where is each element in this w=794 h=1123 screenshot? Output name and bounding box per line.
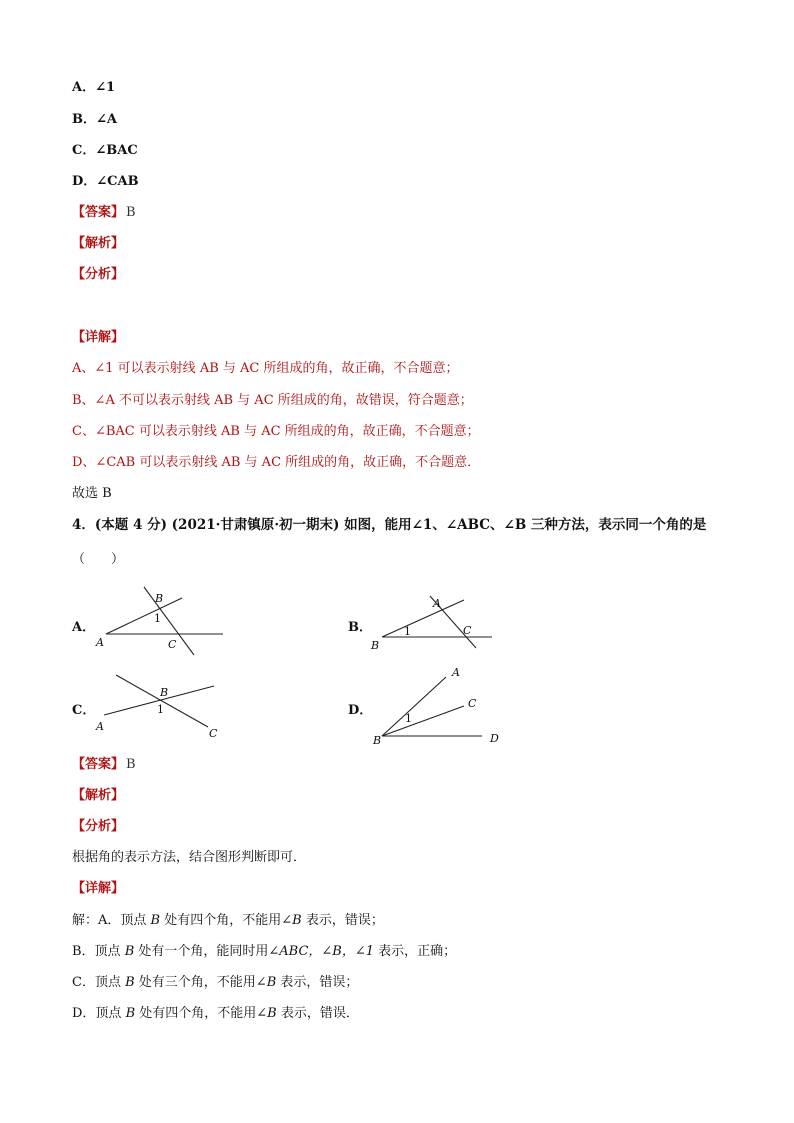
option-text: ∠BAC (95, 143, 138, 158)
detail-text: 表示，错误； (301, 913, 384, 928)
point-c-label: C (468, 697, 477, 710)
point-b-label: B (371, 639, 380, 652)
option-text: ∠1 (95, 80, 116, 95)
detail-tag: 【详解】 (72, 330, 125, 345)
detail-text: 处有四个角，不能用 (135, 1006, 257, 1021)
detail-text: D．顶点 (72, 1006, 126, 1021)
question-paren: （ ） (72, 552, 125, 567)
detail-text: 表示，错误． (276, 1006, 359, 1021)
figure-d (368, 662, 508, 748)
angle-1-label: 1 (154, 612, 161, 625)
detail-item: A、∠1 可以表示射线 AB 与 AC 所组成的角，故正确，不合题意； (72, 361, 459, 376)
figure-label-a: A． (72, 620, 96, 635)
option-letter: C． (72, 143, 96, 158)
answer-tag: 【答案】 (72, 757, 125, 772)
detail-text: 表示，错误； (276, 975, 359, 990)
option-c (72, 142, 138, 160)
detail-tag: 【详解】 (72, 881, 125, 896)
point-b-label: B (160, 686, 169, 699)
answer-line (72, 756, 136, 774)
line-ab (106, 598, 182, 634)
point-a-label: A (452, 666, 460, 679)
fenxi-line (72, 818, 124, 836)
detail-item: B、∠A 不可以表示射线 AB 与 AC 所组成的角，故错误，符合题意； (72, 393, 473, 408)
figure-c (90, 665, 240, 745)
point-a-label: A (96, 720, 104, 733)
point-b-label: B (373, 734, 382, 747)
ray-bc (382, 706, 464, 736)
detail-text: 处有四个角，不能用 (160, 913, 282, 928)
angle-1-label: 1 (157, 703, 164, 716)
angle-1-label: 1 (405, 712, 412, 725)
vertex-label: B (124, 944, 135, 959)
answer-line (72, 204, 136, 222)
point-c-label: C (168, 638, 177, 651)
detail-text: C．顶点 (72, 975, 126, 990)
detail-text: 表示，正确； (374, 944, 457, 959)
option-text: ∠CAB (96, 174, 139, 189)
detail-item (72, 912, 384, 930)
option-b (72, 111, 117, 129)
vertex-label: B (150, 913, 161, 928)
detail-item: D、∠CAB 可以表示射线 AB 与 AC 所组成的角，故正确，不合题意． (72, 455, 481, 470)
vertex-label: B (125, 1006, 136, 1021)
answer-value: B (126, 205, 136, 220)
question-title: 4．(本题 4 分) (2021·甘肃镇原·初一期末) 如图，能用∠1、∠ABC、∠B 三种方法，表示同一个角的是 (72, 517, 707, 533)
angle-notation: ∠B (256, 1006, 277, 1021)
line-bc (116, 675, 208, 727)
fenxi-tag: 【分析】 (72, 819, 125, 834)
fenxi-tag: 【分析】 (72, 267, 125, 282)
fenxi-line (72, 266, 124, 284)
analysis-tag: 【解析】 (72, 788, 125, 803)
figure-label-d: D． (348, 703, 373, 718)
angle-1-label: 1 (404, 625, 411, 638)
detail-line (72, 880, 124, 898)
conclusion-text: 故选 B (72, 486, 112, 501)
detail-item (72, 1005, 359, 1023)
detail-line (72, 329, 124, 347)
detail-item: C、∠BAC 可以表示射线 AB 与 AC 所组成的角，故正确，不合题意； (72, 424, 480, 439)
figure-label-c: C． (72, 703, 96, 718)
option-text: ∠A (96, 112, 117, 127)
point-b-label: B (155, 592, 164, 605)
ray-ba (382, 600, 464, 637)
figure-b (370, 592, 500, 662)
detail-text: B．顶点 (72, 944, 125, 959)
angle-notation: ∠B (255, 975, 277, 990)
point-a-label: A (433, 597, 441, 610)
option-a (72, 79, 115, 97)
fenxi-text: 根据角的表示方法，结合图形判断即可． (72, 850, 307, 865)
answer-tag: 【答案】 (72, 205, 125, 220)
detail-item (72, 974, 358, 992)
analysis-line (72, 235, 124, 253)
detail-text: 处有三个角，不能用 (134, 975, 256, 990)
vertex-label: B (125, 975, 135, 990)
angle-notation: ∠B (281, 913, 302, 928)
option-letter: A． (72, 80, 96, 95)
analysis-tag: 【解析】 (72, 236, 125, 251)
option-letter: B． (72, 112, 96, 127)
angle-notation: ∠ABC，∠B，∠1 (268, 944, 375, 959)
point-c-label: C (463, 624, 472, 637)
answer-value: B (126, 757, 136, 772)
detail-text: 处有一个角，能同时用 (134, 944, 269, 959)
point-c-label: C (209, 727, 218, 740)
point-d-label: D (490, 732, 499, 745)
detail-item (72, 943, 456, 961)
ray-ba (382, 677, 446, 736)
figure-label-b: B． (348, 620, 372, 635)
detail-text: 解：A．顶点 (72, 913, 151, 928)
figure-a (90, 582, 230, 662)
analysis-line (72, 787, 124, 805)
option-letter: D． (72, 174, 97, 189)
option-d (72, 173, 139, 191)
point-a-label: A (96, 636, 104, 649)
